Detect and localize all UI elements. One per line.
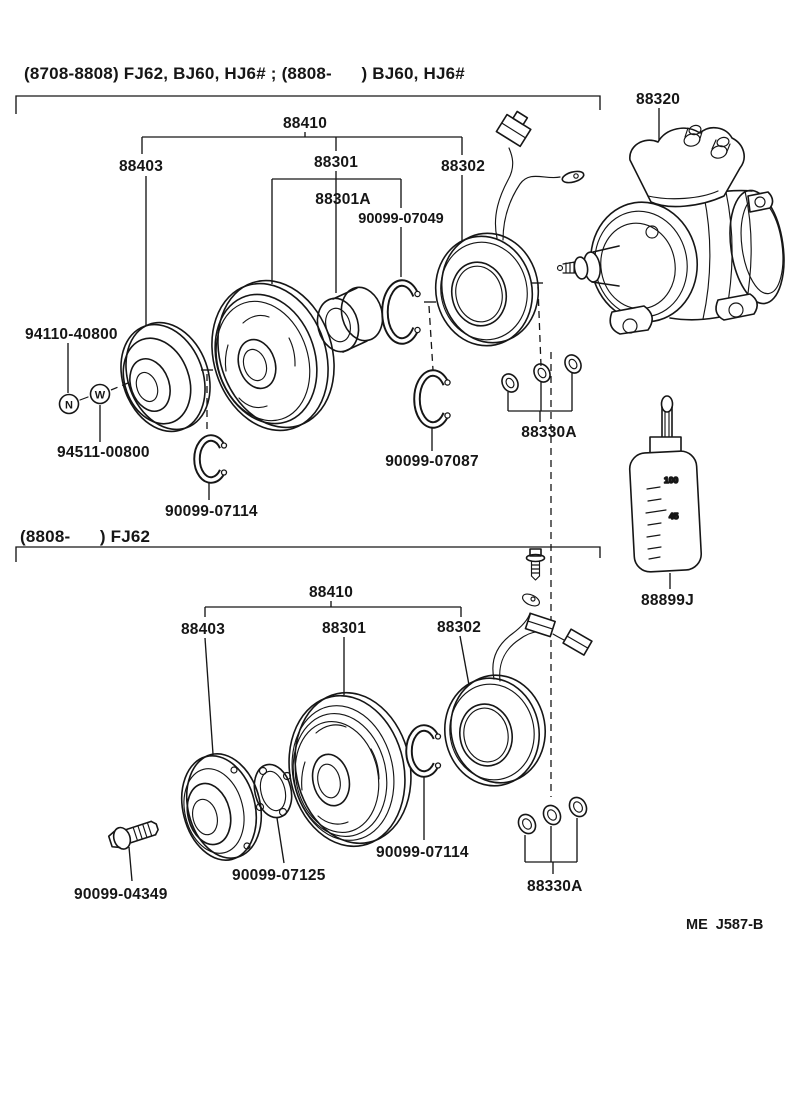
snap-ring-07114-s2-drawing [409, 728, 440, 774]
label-88301-s1: 88301 [313, 154, 359, 171]
washer-mark-w [91, 385, 110, 404]
label-88301-s2: 88301 [321, 620, 367, 637]
bolt-04349-drawing [107, 816, 160, 852]
label-90099-07087: 90099-07087 [385, 453, 479, 470]
bearing-drawing-88301A [312, 283, 389, 357]
label-94511-00800: 94511-00800 [57, 444, 150, 461]
label-88410-s2: 88410 [308, 584, 354, 601]
label-90099-04349: 90099-04349 [74, 886, 168, 903]
snap-ring-07049-drawing [385, 283, 420, 341]
compressor-drawing-88320 [558, 124, 791, 334]
label-88330A-s1: 88330A [521, 424, 577, 441]
section1-border [16, 96, 600, 114]
oring-set-s2 [515, 794, 590, 836]
label-88410-s1: 88410 [282, 115, 328, 132]
pulley-drawing-s1 [194, 265, 353, 445]
nut-mark-n-letter: N [65, 399, 73, 412]
label-94110-40800: 94110-40800 [25, 326, 118, 343]
screw-drawing-s2 [527, 549, 545, 580]
bottle-marking-mid: 45 [669, 511, 679, 521]
label-88899J: 88899J [641, 592, 694, 609]
section2-border [16, 547, 600, 562]
label-90099-07049: 90099-07049 [358, 211, 444, 227]
page-code: ME J587-B [686, 917, 764, 933]
harness-connector-b-s2 [563, 629, 592, 655]
label-88302-s1: 88302 [440, 158, 486, 175]
label-90099-07114-s2: 90099-07114 [376, 844, 469, 861]
section1-header: (8708-8808) FJ62, BJ60, HJ6# ; (8808- ) BJ60, HJ6# [24, 64, 465, 83]
ring-terminal-s1 [561, 169, 585, 184]
bottle-marking-top: 100 [664, 475, 679, 485]
label-88403-s2: 88403 [180, 621, 226, 638]
pulley-drawing-s2 [275, 682, 424, 857]
label-88330A-s2: 88330A [527, 878, 583, 895]
washer-mark-w-letter: W [94, 389, 106, 402]
coil-drawing-s1 [426, 108, 585, 355]
label-88403-s1: 88403 [118, 158, 164, 175]
label-88320: 88320 [636, 91, 681, 108]
section2-header: (8808- ) FJ62 [20, 527, 151, 546]
snap-ring-07114-s1-drawing [197, 438, 226, 480]
oil-bottle-drawing [629, 396, 702, 573]
label-88301A: 88301A [315, 191, 371, 208]
nut-mark-n [60, 395, 79, 414]
label-90099-07114-s1: 90099-07114 [165, 503, 258, 520]
snap-ring-07087-drawing [417, 373, 450, 425]
harness-connector-s1 [496, 108, 535, 147]
label-88302-s2: 88302 [436, 619, 482, 636]
label-90099-07125: 90099-07125 [232, 867, 326, 884]
